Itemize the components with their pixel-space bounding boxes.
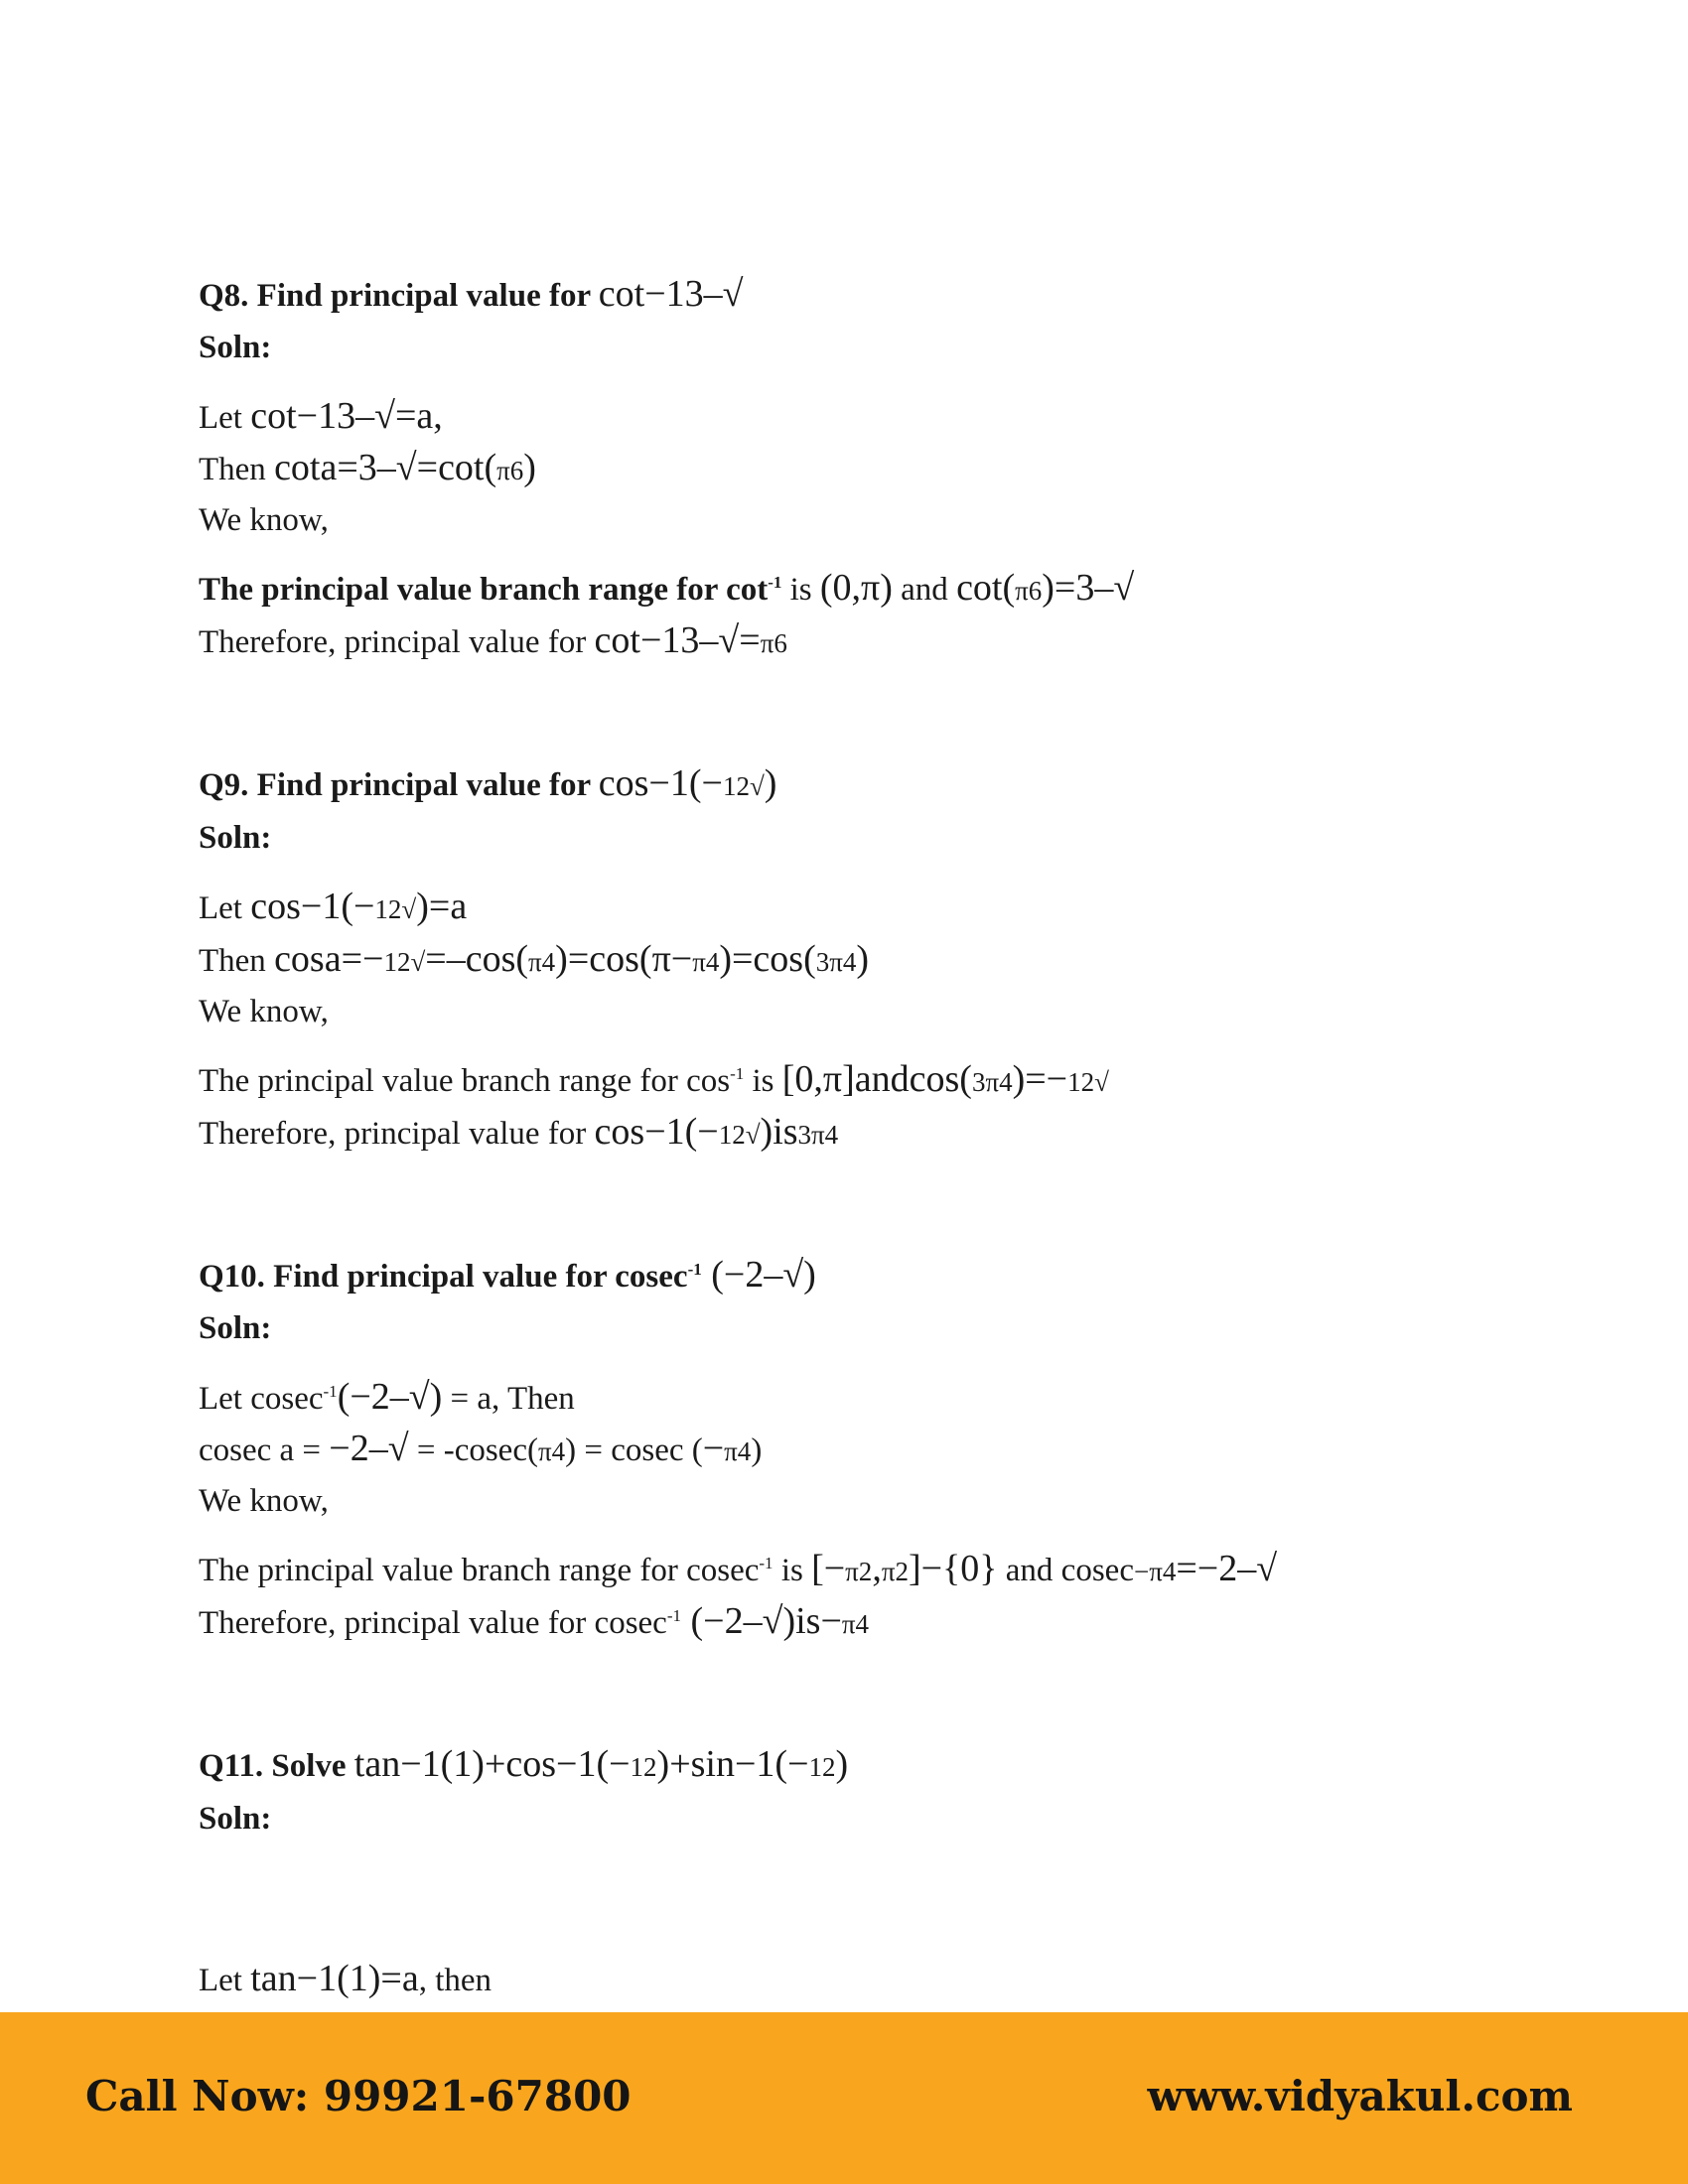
q9-range-line: The principal value branch range for $\cos^{-1}$ is [0,π]andcos(3π4)=−12√: [199, 1058, 1109, 1100]
q11-title: Q11. Solve tan−1(1)+cos−1(−12)+sin−1(−12): [199, 1743, 849, 1785]
q9-then-line: Then cosa=−12√=–cos(π4)=cos(π−π4)=cos(3π4): [199, 938, 870, 980]
q10-title: Q10. Find principal value for cosec$^{-1}$ (−2–√): [199, 1254, 816, 1296]
q11-soln-label: Soln:: [199, 1801, 272, 1837]
footer-banner: [0, 2012, 1688, 2184]
q10-let-line: Let cosec$^{-1}$(−2–√) = a, Then: [199, 1376, 575, 1418]
q8-soln-label: Soln:: [199, 330, 272, 365]
q8-title: Q8. Find principal value for cot−13–√: [199, 273, 744, 315]
q9-soln-label: Soln:: [199, 820, 272, 856]
q9-weknow: We know,: [199, 994, 329, 1029]
q8-then-line: Then cota=3–√=cot(π6): [199, 447, 536, 488]
q11-let-line: Let tan−1(1)=a, then: [199, 1958, 492, 1999]
q10-range-line: The principal value branch range for cosec$^{-1}$ is [−π2,π2]−{0} and cosec−π4=−2–√: [199, 1548, 1278, 1589]
website-link[interactable]: www.vidyakul.com: [1147, 2072, 1573, 2120]
q9-title: Q9. Find principal value for cos−1(−12√): [199, 762, 777, 804]
call-now-text: Call Now: 99921-67800: [85, 2072, 632, 2120]
q8-let-line: Let cot−13–√=a,: [199, 395, 443, 437]
q10-therefore-line: Therefore, principal value for cosec$^{-1}$ (−2–√)is−π4: [199, 1600, 870, 1642]
q10-soln-label: Soln:: [199, 1310, 272, 1346]
page-content: [199, 268, 1589, 2058]
q8-therefore-line: Therefore, principal value for cot−13–√=π6: [199, 619, 787, 661]
q8-range-line: The principal value branch range for $\cot^{-1}$ is (0,π) and cot(π6)=3–√: [199, 567, 1135, 609]
q8-weknow: We know,: [199, 502, 329, 538]
q10-cosec-line: cosec a = −2–√ = -cosec(π4) = cosec (−π4): [199, 1428, 763, 1469]
q9-let-line: Let cos−1(−12√)=a: [199, 886, 468, 927]
q9-therefore-line: Therefore, principal value for cos−1(−12√)is3π4: [199, 1111, 839, 1153]
q10-weknow: We know,: [199, 1483, 329, 1519]
